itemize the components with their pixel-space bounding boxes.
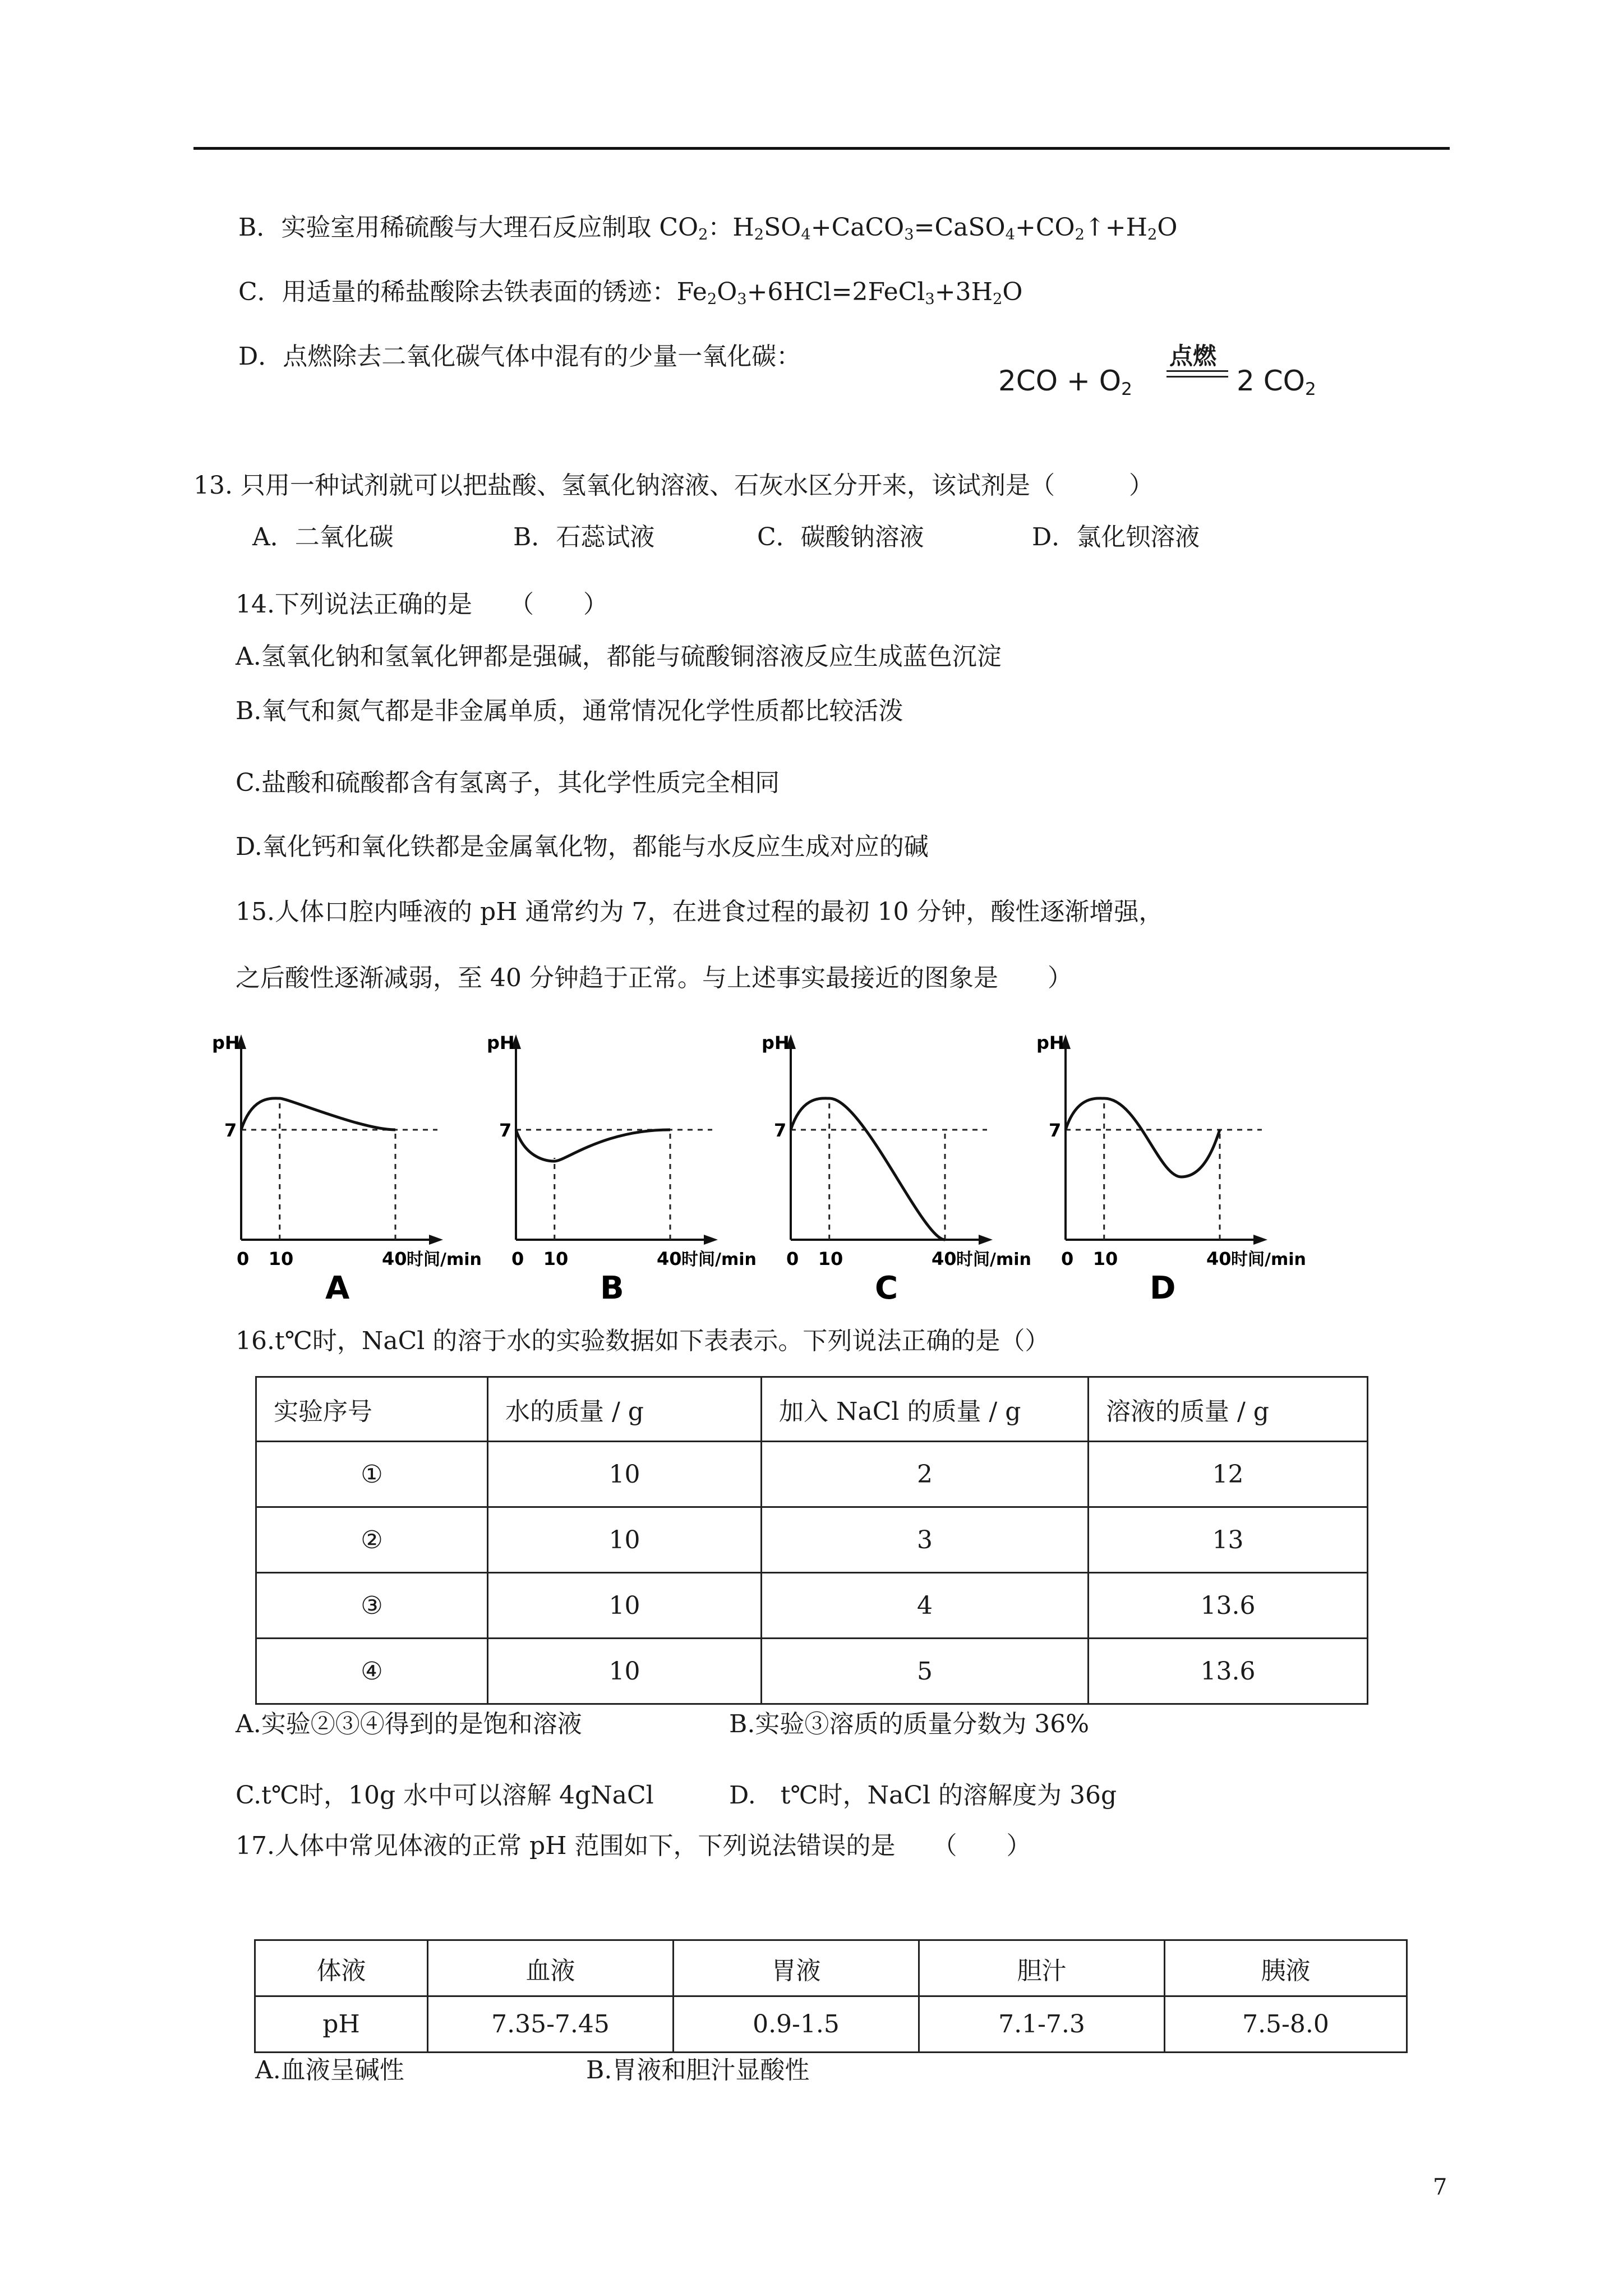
graph-letter: A (325, 1270, 350, 1301)
equation-bar-top (1166, 370, 1228, 372)
x-axis-arrow (429, 1235, 443, 1245)
q12-option-c: C．用适量的稀盐酸除去铁表面的锈迹：$Fe_2O_3+6HCl=2FeCl_3+3H_2O$ (238, 278, 1023, 308)
table-cell: 0.9-1.5 (674, 1996, 919, 2053)
q16-option-b: B.实验③溶质的质量分数为 36% (729, 1710, 1090, 1738)
ph-graphs (208, 1027, 1329, 1301)
q15-stem-line1: 15.人体口腔内唾液的 pH 通常约为 7，在进食过程的最初 10 分钟，酸性逐渐增强， (236, 898, 1164, 926)
x-tick-label: 0 (786, 1248, 799, 1269)
x-tick-label: 40 (382, 1248, 407, 1269)
x-tick-label: 40 (1206, 1248, 1232, 1269)
q15-stem-line2: 之后酸性逐渐减弱，至 40 分钟趋于正常。与上述事实最接近的图象是 ） (236, 964, 1072, 992)
x-tick-label: 10 (818, 1248, 843, 1269)
table-header-row (255, 1940, 1407, 1996)
y-tick-label: 7 (499, 1120, 512, 1141)
graph-letter: C (875, 1270, 898, 1301)
table-cell: 13.6 (1089, 1573, 1368, 1639)
table-cell: 13 (1089, 1507, 1368, 1573)
y-tick-label: 7 (774, 1120, 787, 1141)
combustion-equation: $2CO + O_2$ 点燃 2 $CO_2$ (998, 342, 1346, 404)
graph-letter: D (1150, 1270, 1176, 1301)
y-tick-label: 7 (224, 1120, 237, 1141)
x-axis-arrow (704, 1235, 718, 1245)
table-cell: 7.35-7.45 (428, 1996, 674, 2053)
x-axis-label: 时间/min (681, 1250, 757, 1269)
ph-graphs-svg (208, 1027, 1329, 1301)
q14-option-c: C.盐酸和硫酸都含有氢离子，其化学性质完全相同 (236, 769, 780, 797)
x-tick-label: 10 (1092, 1248, 1118, 1269)
x-tick-label: 0 (1061, 1248, 1074, 1269)
table-row (256, 1442, 1368, 1507)
table-cell: 10 (488, 1442, 762, 1507)
table-row (256, 1573, 1368, 1639)
ph-curve (241, 1098, 395, 1130)
q13-option-d: D．氯化钡溶液 (1032, 523, 1200, 551)
x-axis-arrow (1253, 1235, 1267, 1245)
q17-table (254, 1939, 1408, 2053)
q16-option-a: A.实验②③④得到的是饱和溶液 (236, 1710, 582, 1738)
table-header-cell: 加入 NaCl 的质量 / g (762, 1377, 1089, 1442)
table-cell: ② (256, 1507, 488, 1573)
table-cell: 4 (762, 1573, 1089, 1639)
table-header-cell: 溶液的质量 / g (1089, 1377, 1368, 1442)
q13-option-b: B．石蕊试液 (513, 523, 655, 551)
table-header-cell: 胆汁 (919, 1940, 1165, 1996)
table-cell: 5 (762, 1639, 1089, 1704)
table-cell: ① (256, 1442, 488, 1507)
y-axis-label: pH (1036, 1032, 1064, 1053)
y-tick-label: 7 (1049, 1120, 1062, 1141)
page-number: 7 (1433, 2174, 1447, 2200)
table-row (256, 1639, 1368, 1704)
x-tick-label: 10 (543, 1248, 569, 1269)
reaction-condition: 点燃 (1169, 342, 1217, 370)
q16-table (255, 1376, 1368, 1705)
table-cell: 10 (488, 1573, 762, 1639)
table-cell: 10 (488, 1639, 762, 1704)
x-tick-label: 10 (268, 1248, 294, 1269)
table-header-cell: 胃液 (674, 1940, 919, 1996)
q17-stem: 17.人体中常见体液的正常 pH 范围如下，下列说法错误的是 （ ） (236, 1832, 1031, 1860)
graph-letter: B (600, 1270, 624, 1301)
header-rule (193, 147, 1450, 150)
ph-curve (516, 1130, 670, 1161)
table-cell: pH (255, 1996, 428, 2053)
q14-option-d: D.氧化钙和氧化铁都是金属氧化物，都能与水反应生成对应的碱 (236, 832, 929, 861)
y-axis-label: pH (212, 1032, 240, 1053)
q12-option-b: B．实验室用稀硫酸与大理石反应制取 $CO_2$：$H_2SO_4+CaCO_3=CaSO_4+CO_2↑+H_2O$ (238, 213, 1178, 243)
table-header-cell: 体液 (255, 1940, 428, 1996)
x-axis-label: 时间/min (407, 1250, 482, 1269)
q14-stem: 14.下列说法正确的是 （ ） (236, 590, 608, 619)
x-tick-label: 40 (657, 1248, 682, 1269)
table-cell: 10 (488, 1507, 762, 1573)
y-axis-label: pH (487, 1032, 515, 1053)
q14-option-b: B.氧气和氮气都是非金属单质，通常情况化学性质都比较活泼 (236, 697, 903, 725)
table-header-cell: 实验序号 (256, 1377, 488, 1442)
table-cell: 7.1-7.3 (919, 1996, 1165, 2053)
table-cell: ④ (256, 1639, 488, 1704)
table-cell: ③ (256, 1573, 488, 1639)
q14-option-a: A.氢氧化钠和氢氧化钾都是强碱，都能与硫酸铜溶液反应生成蓝色沉淀 (236, 642, 1002, 671)
table-cell: 12 (1089, 1442, 1368, 1507)
table-header-cell: 水的质量 / g (488, 1377, 762, 1442)
table-cell: 3 (762, 1507, 1089, 1573)
x-tick-label: 0 (237, 1248, 250, 1269)
ph-curve (1066, 1098, 1220, 1177)
table-header-cell: 血液 (428, 1940, 674, 1996)
x-axis-arrow (979, 1235, 993, 1245)
x-tick-label: 0 (511, 1248, 524, 1269)
ph-curve (791, 1098, 945, 1240)
q16-stem: 16.t℃时，NaCl 的溶于水的实验数据如下表表示。下列说法正确的是（） (236, 1327, 1050, 1355)
q12-option-d: D．点燃除去二氧化碳气体中混有的少量一氧化碳： (238, 342, 801, 371)
q13-stem: 13. 只用一种试剂就可以把盐酸、氢氧化钠溶液、石灰水区分开来，该试剂是（ ） (193, 471, 1154, 500)
x-axis-label: 时间/min (956, 1250, 1031, 1269)
table-row (255, 1996, 1407, 2053)
table-cell: 7.5-8.0 (1165, 1996, 1407, 2053)
table-cell: 2 (762, 1442, 1089, 1507)
table-header-cell: 胰液 (1165, 1940, 1407, 1996)
q17-option-b: B.胃液和胆汁显酸性 (586, 2056, 810, 2085)
q16-option-d: D. t℃时，NaCl 的溶解度为 36g (729, 1781, 1117, 1810)
q13-option-c: C．碳酸钠溶液 (757, 523, 924, 551)
x-axis-label: 时间/min (1231, 1250, 1306, 1269)
table-row (256, 1507, 1368, 1573)
x-tick-label: 40 (932, 1248, 957, 1269)
q13-option-a: A．二氧化碳 (252, 523, 394, 551)
y-axis-label: pH (762, 1032, 790, 1053)
table-cell: 13.6 (1089, 1639, 1368, 1704)
q17-option-a: A.血液呈碱性 (255, 2056, 404, 2085)
table-header-row (256, 1377, 1368, 1442)
q16-option-c: C.t℃时，10g 水中可以溶解 4gNaCl (236, 1781, 654, 1810)
equation-bar-bottom (1166, 376, 1228, 378)
